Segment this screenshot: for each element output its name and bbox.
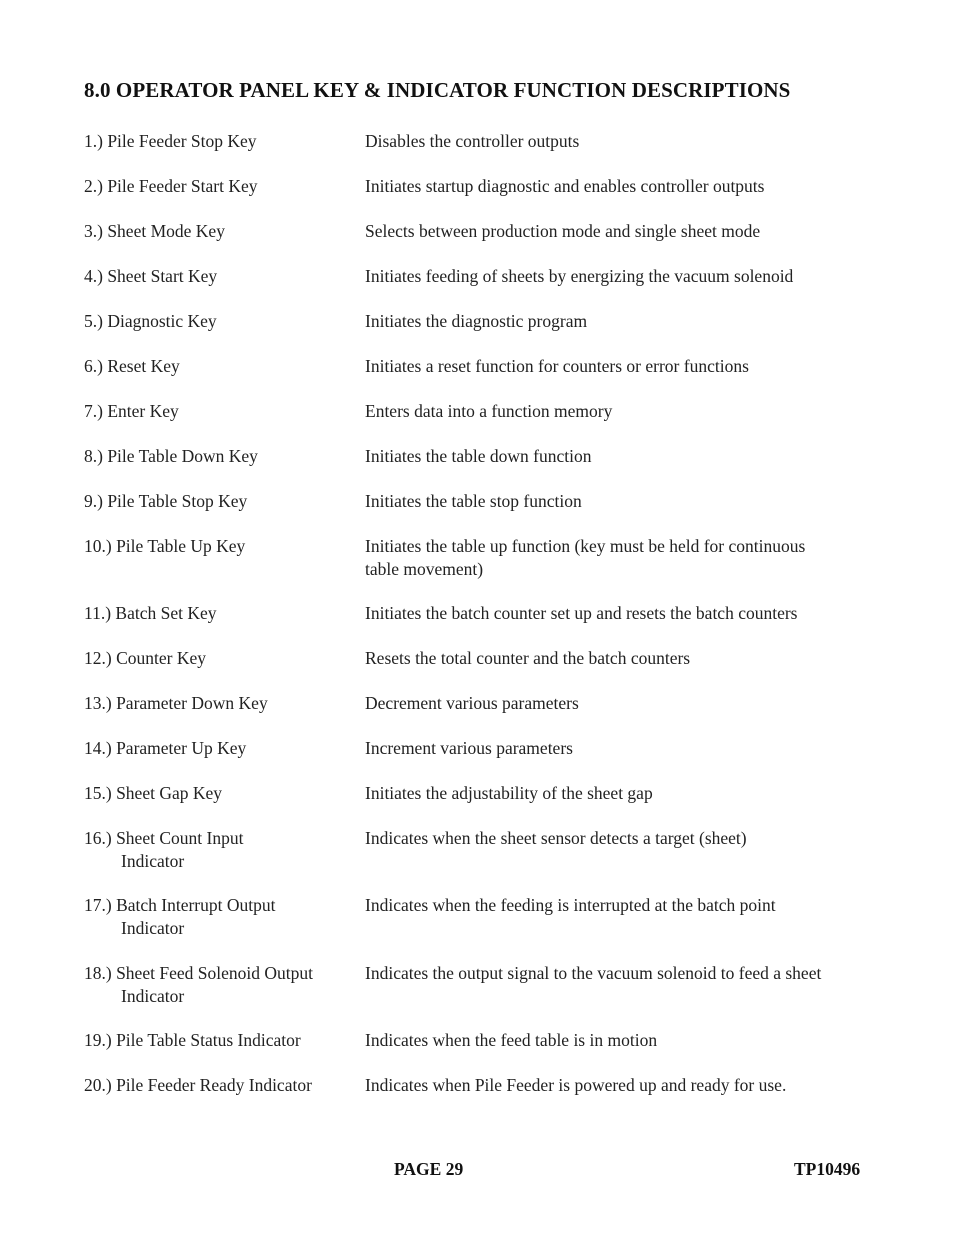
key-name-line: 12.) Counter Key (84, 648, 206, 668)
key-name-line: 16.) Sheet Count Input (84, 828, 244, 848)
key-description (365, 782, 865, 805)
key-name (84, 535, 359, 558)
list-item (84, 894, 884, 962)
list-item (84, 1074, 884, 1119)
key-name-line: 9.) Pile Table Stop Key (84, 491, 248, 511)
key-name (84, 175, 359, 198)
key-name-line: 15.) Sheet Gap Key (84, 783, 223, 803)
key-name-line: 6.) Reset Key (84, 356, 180, 376)
description-line: Disables the controller outputs (365, 131, 580, 151)
key-name-continuation: Indicator (121, 918, 185, 938)
description-line: Enters data into a function memory (365, 401, 613, 421)
key-name (84, 962, 359, 1008)
key-name-line: 10.) Pile Table Up Key (84, 536, 246, 556)
key-name-line: 2.) Pile Feeder Start Key (84, 176, 258, 196)
list-item (84, 692, 884, 737)
key-name-continuation: Indicator (121, 851, 185, 871)
list-item (84, 1029, 884, 1074)
key-name (84, 355, 359, 378)
key-name (84, 220, 359, 243)
list-item (84, 265, 884, 310)
key-description (365, 175, 865, 198)
key-name-line: 18.) Sheet Feed Solenoid Output (84, 963, 313, 983)
description-line: Initiates a reset function for counters or error functions (365, 356, 749, 376)
key-name-line: 3.) Sheet Mode Key (84, 221, 225, 241)
key-name (84, 1029, 359, 1052)
list-item (84, 737, 884, 782)
list-item (84, 647, 884, 692)
key-description (365, 535, 865, 581)
key-name-line: 20.) Pile Feeder Ready Indicator (84, 1075, 312, 1095)
key-description (365, 355, 865, 378)
list-item (84, 602, 884, 647)
key-name-line: 11.) Batch Set Key (84, 603, 217, 623)
description-line: Indicates the output signal to the vacuum solenoid to feed a sheet (365, 963, 822, 983)
key-name-line: 13.) Parameter Down Key (84, 693, 268, 713)
key-name (84, 782, 359, 805)
key-name (84, 1074, 359, 1097)
list-item (84, 445, 884, 490)
list-item (84, 130, 884, 175)
section-heading: 8.0 OPERATOR PANEL KEY & INDICATOR FUNCTION DESCRIPTIONS (84, 78, 791, 102)
key-name (84, 737, 359, 760)
key-description (365, 737, 865, 760)
description-line: Indicates when the sheet sensor detects a target (sheet) (365, 828, 747, 848)
description-line: Decrement various parameters (365, 693, 579, 713)
description-line: Initiates the adjustability of the sheet gap (365, 783, 653, 803)
description-line: Increment various parameters (365, 738, 573, 758)
key-name (84, 692, 359, 715)
list-item (84, 355, 884, 400)
key-name (84, 265, 359, 288)
description-line: Indicates when the feed table is in motion (365, 1030, 658, 1050)
list-item (84, 310, 884, 355)
key-description (365, 265, 865, 288)
key-name-line: 14.) Parameter Up Key (84, 738, 247, 758)
description-line: Selects between production mode and single sheet mode (365, 221, 761, 241)
key-name (84, 894, 359, 940)
key-name (84, 490, 359, 513)
key-description (365, 220, 865, 243)
key-name-line: 5.) Diagnostic Key (84, 311, 217, 331)
key-description (365, 490, 865, 513)
key-name (84, 400, 359, 423)
key-name (84, 130, 359, 153)
description-line: Initiates the table stop function (365, 491, 582, 511)
key-description (365, 647, 865, 670)
list-item (84, 490, 884, 535)
key-description (365, 1029, 865, 1052)
key-description (365, 602, 865, 625)
key-name-line: 7.) Enter Key (84, 401, 179, 421)
description-line: Initiates the table down function (365, 446, 592, 466)
list-item (84, 962, 884, 1029)
key-description (365, 445, 865, 468)
key-description (365, 894, 865, 917)
description-line: Initiates the table up function (key must be held for continuous (365, 536, 806, 556)
description-line: Resets the total counter and the batch counters (365, 648, 691, 668)
page-number: PAGE 29 (394, 1159, 464, 1179)
key-name (84, 310, 359, 333)
key-name (84, 827, 359, 873)
key-name-line: 19.) Pile Table Status Indicator (84, 1030, 301, 1050)
key-description (365, 130, 865, 153)
key-name-line: 17.) Batch Interrupt Output (84, 895, 276, 915)
description-line: Indicates when Pile Feeder is powered up and ready for use. (365, 1075, 787, 1095)
document-code: TP10496 (794, 1159, 861, 1179)
function-list (84, 130, 884, 1119)
key-description (365, 962, 865, 985)
key-name-line: 1.) Pile Feeder Stop Key (84, 131, 257, 151)
description-line: Initiates feeding of sheets by energizing the vacuum solenoid (365, 266, 794, 286)
list-item (84, 535, 884, 602)
description-line: Initiates the batch counter set up and resets the batch counters (365, 603, 798, 623)
key-name-line: 8.) Pile Table Down Key (84, 446, 258, 466)
list-item (84, 827, 884, 894)
key-description (365, 827, 865, 850)
key-name-line: 4.) Sheet Start Key (84, 266, 218, 286)
description-line: Initiates startup diagnostic and enables controller outputs (365, 176, 765, 196)
key-description (365, 1074, 865, 1097)
key-name (84, 445, 359, 468)
list-item (84, 782, 884, 827)
description-continuation: table movement) (365, 559, 484, 579)
list-item (84, 220, 884, 265)
key-description (365, 692, 865, 715)
list-item (84, 175, 884, 220)
key-name (84, 602, 359, 625)
key-name-continuation: Indicator (121, 986, 185, 1006)
list-item (84, 400, 884, 445)
key-description (365, 400, 865, 423)
description-line: Initiates the diagnostic program (365, 311, 588, 331)
key-description (365, 310, 865, 333)
key-name (84, 647, 359, 670)
description-line: Indicates when the feeding is interrupted at the batch point (365, 895, 776, 915)
